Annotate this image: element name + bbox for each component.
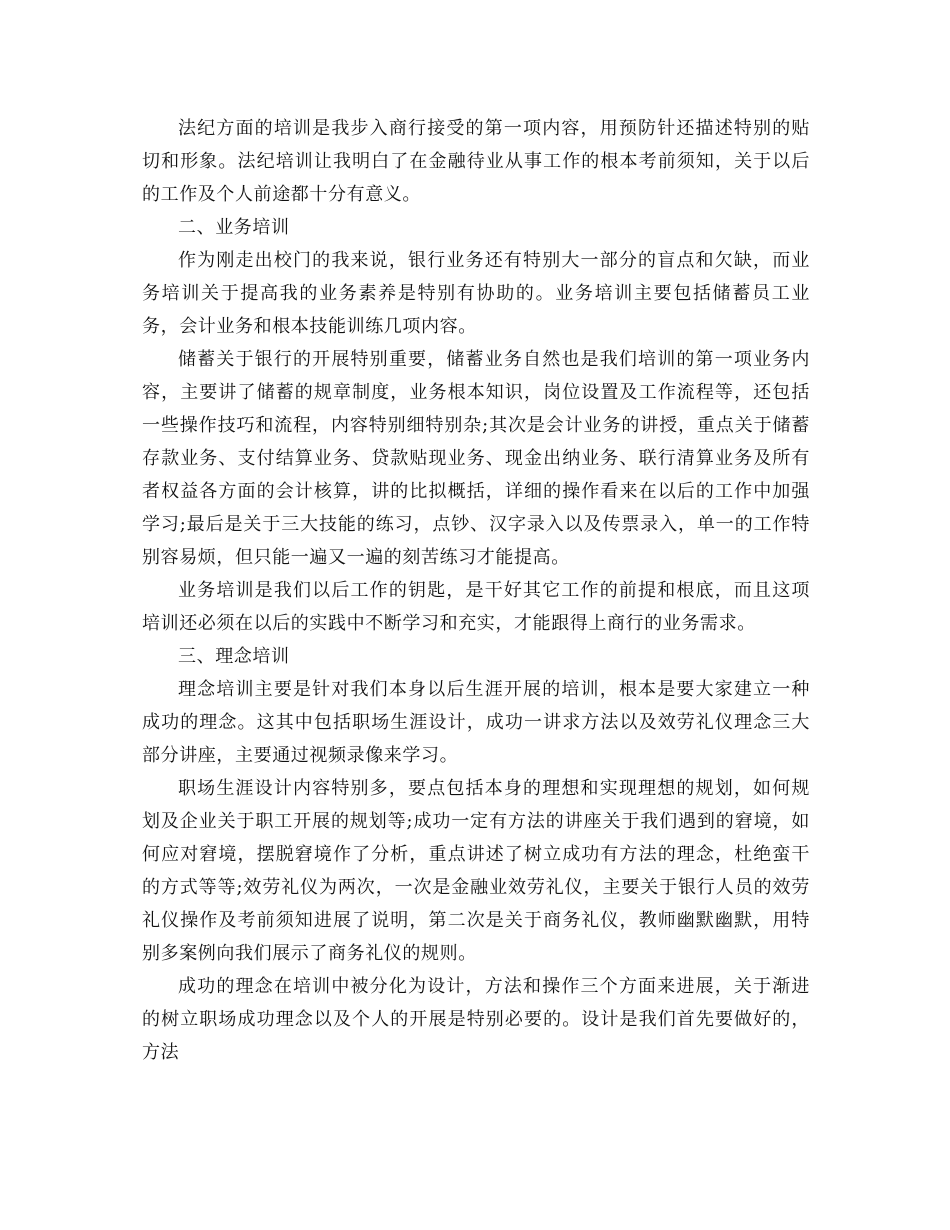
paragraph-business-intro: 作为刚走出校门的我来说，银行业务还有特别大一部分的盲点和欠缺，而业务培训关于提高我的业务素养是特别有协助的。业务培训主要包括储蓄员工业务，会计业务和根本技能训练几项内容。 xyxy=(142,250,810,337)
paragraph-savings-business: 储蓄关于银行的开展特别重要，储蓄业务自然也是我们培训的第一项业务内容，主要讲了储蓄的规章制度，业务根本知识，岗位设置及工作流程等，还包括一些操作技巧和流程，内容特别细特别杂;其次是会计业务的讲授，重点关于储蓄存款业务、支付结算业务、贷款贴现业务、现金出纳业务、联行清算业务及所有者权益各方面的会计核算，讲的比拟概括，详细的操作看来在以后的工作中加强学习;最后是关于三大技能的练习，点钞、汉字录入以及传票录入，单一的工作特别容易烦，但只能一遍又一遍的刻苦练习才能提高。 xyxy=(142,349,810,568)
paragraph-business-key: 业务培训是我们以后工作的钥匙，是干好其它工作的前提和根底，而且这项培训还必须在以后的实践中不断学习和充实，才能跟得上商行的业务需求。 xyxy=(142,580,810,634)
paragraph-success-concept: 成功的理念在培训中被分化为设计，方法和操作三个方面来进展，关于渐进的树立职场成功理念以及个人的开展是特别必要的。设计是我们首先要做好的，方法 xyxy=(142,976,810,1063)
section-heading-concept-training: 三、理念培训 xyxy=(178,646,290,667)
paragraph-career-design: 职场生涯设计内容特别多，要点包括本身的理想和实现理想的规划，如何规划及企业关于职工开展的规划等;成功一定有方法的讲座关于我们遇到的窘境，如何应对窘境，摆脱窘境作了分析，重点讲述了树立成功有方法的理念，杜绝蛮干的方式等等;效劳礼仪为两次，一次是金融业效劳礼仪，主要关于银行人员的效劳礼仪操作及考前须知进展了说明，第二次是关于商务礼仪，教师幽默幽默，用特别多案例向我们展示了商务礼仪的规则。 xyxy=(142,778,810,964)
paragraph-law-training: 法纪方面的培训是我步入商行接受的第一项内容，用预防针还描述特别的贴切和形象。法纪培训让我明白了在金融待业从事工作的根本考前须知，关于以后的工作及个人前途都十分有意义。 xyxy=(142,118,810,205)
section-heading-business-training: 二、业务培训 xyxy=(178,217,290,238)
document-body xyxy=(142,112,810,1069)
paragraph-concept-intro: 理念培训主要是针对我们本身以后生涯开展的培训，根本是要大家建立一种成功的理念。这其中包括职场生涯设计，成功一讲求方法以及效劳礼仪理念三大部分讲座，主要通过视频录像来学习。 xyxy=(142,679,810,766)
